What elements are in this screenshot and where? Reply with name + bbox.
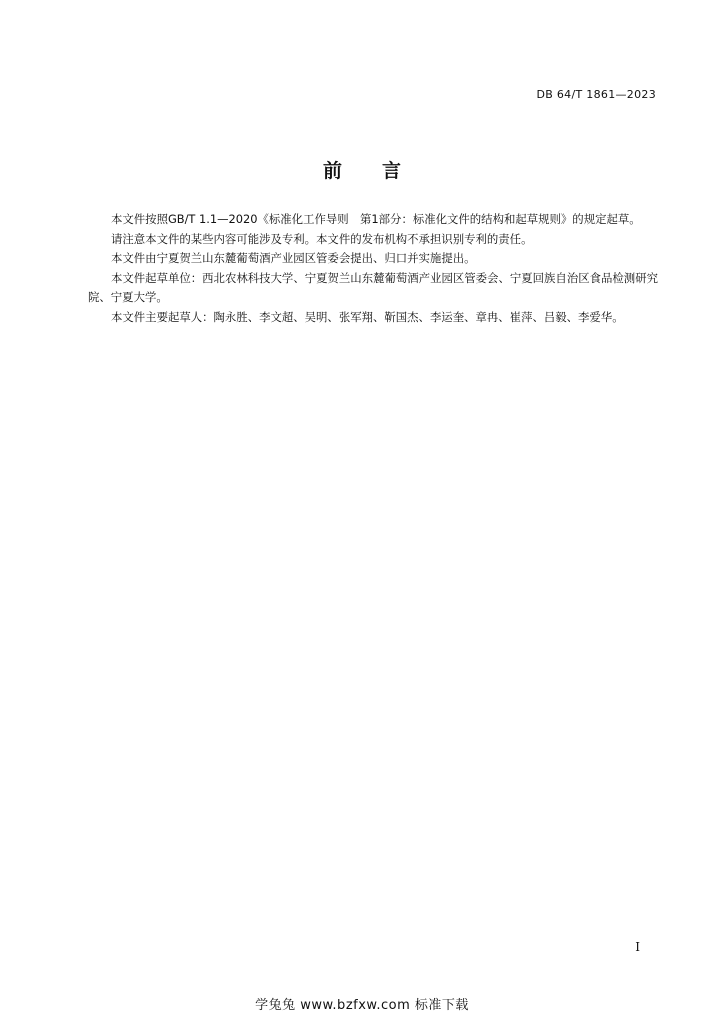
paragraph-drafting-units: 本文件起草单位：西北农林科技大学、宁夏贺兰山东麓葡萄酒产业园区管委会、宁夏回族自治区食品检测研究院、宁夏大学。 [88,270,658,304]
paragraph-proposer: 本文件由宁夏贺兰山东麓葡萄酒产业园区管委会提出、归口并实施提出。 [111,251,476,265]
paragraph-drafters: 本文件主要起草人：陶永胜、李文超、吴明、张军翔、靳国杰、李运奎、章冉、崔萍、吕毅、李爱华。 [111,309,624,324]
document-code: DB 64/T 1861—2023 [536,88,656,101]
paragraph-patent-notice: 请注意本文件的某些内容可能涉及专利。本文件的发布机构不承担识别专利的责任。 [111,231,533,246]
paragraph-drafting-rules: 本文件按照GB/T 1.1—2020《标准化工作导则 第1部分：标准化文件的结构和起草规则》的规定起草。 [111,212,641,226]
watermark-text: 学兔兔 www.bzfxw.com 标准下载 [255,998,469,1013]
page-number: I [635,940,640,954]
foreword-body [88,210,658,327]
page-title: 前言 [322,160,441,182]
